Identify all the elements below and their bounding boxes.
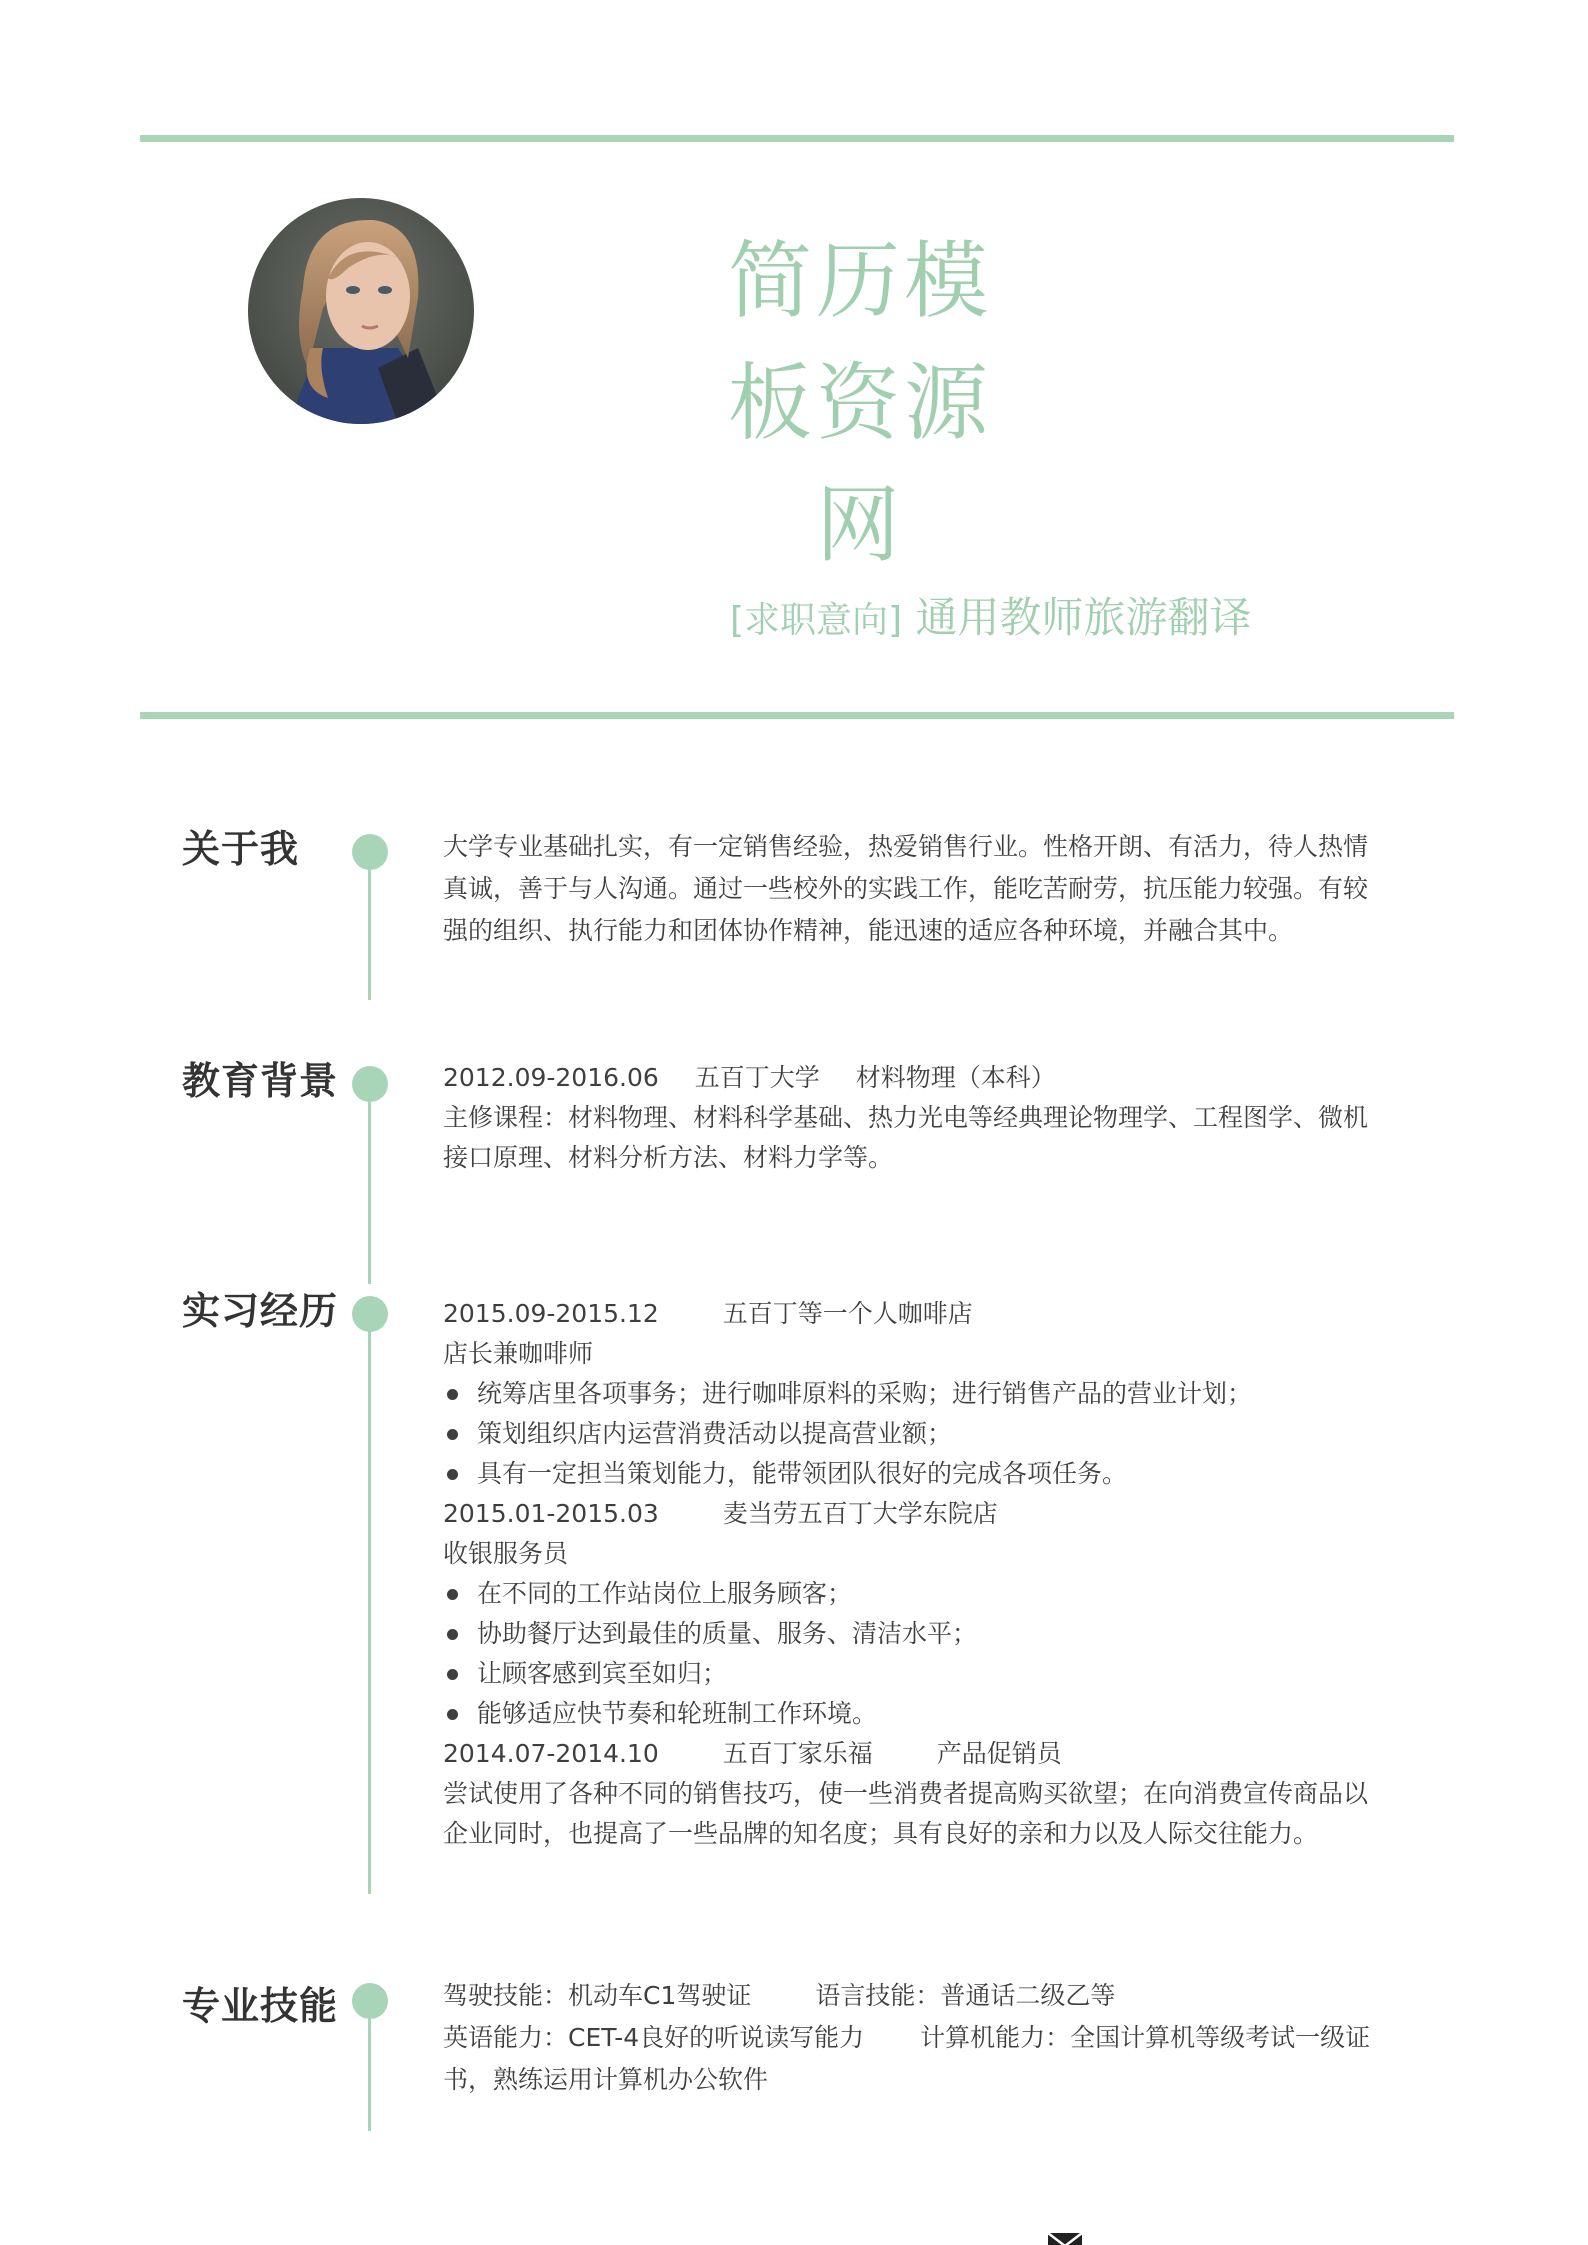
job-role: 产品促销员	[936, 1739, 1062, 1768]
education-major: 材料物理（本科）	[855, 1063, 1056, 1092]
candidate-name	[720, 220, 1000, 586]
skill-language: 语言技能：普通话二级乙等	[815, 1981, 1116, 2010]
section-title-skills: 专业技能	[182, 1984, 339, 2028]
header-bottom-divider	[140, 712, 1454, 719]
mail-icon	[1048, 2233, 1082, 2245]
job-period: 2015.09-2015.12	[443, 1299, 659, 1328]
job-intent	[730, 585, 1251, 645]
timeline-line	[368, 1094, 371, 1284]
education-courses: 主修课程：材料物理、材料科学基础、热力光电等经典理论物理学、工程图学、微机接口原理、材料分析方法、材料力学等。	[443, 1103, 1369, 1172]
job-period: 2014.07-2014.10	[443, 1739, 659, 1768]
job-role: 收银服务员	[443, 1539, 569, 1568]
job-header	[443, 1494, 1388, 1534]
job-bullet: 协助餐厅达到最佳的质量、服务、清洁水平；	[443, 1614, 1388, 1654]
job-period: 2015.01-2015.03	[443, 1499, 659, 1528]
job-company: 五百丁家乐福	[722, 1739, 873, 1768]
section-title-education: 教育背景	[182, 1059, 339, 1103]
timeline-line	[368, 862, 371, 1000]
timeline-line	[368, 1324, 371, 1894]
education-content	[443, 1058, 1388, 1178]
skill-english: 英语能力：CET-4良好的听说读写能力	[443, 2023, 865, 2052]
timeline-line	[368, 2011, 371, 2131]
name-line-2: 板资源	[727, 354, 992, 452]
skill-computer: 计算机能力：全国计算机等级考试一级证书，熟练运用计算机办公软件	[443, 2023, 1371, 2094]
name-line-3: 网	[815, 476, 904, 574]
job-description: 尝试使用了各种不同的销售技巧，使一些消费者提高购买欲望；在向消费宣传商品以企业同时，也提高了一些品牌的知名度；具有良好的亲和力以及人际交往能力。	[443, 1779, 1369, 1848]
skills-content	[443, 1975, 1388, 2101]
skill-driving: 驾驶技能：机动车C1驾驶证	[443, 1981, 752, 2010]
job-bullet: 策划组织店内运营消费活动以提高营业额；	[443, 1414, 1388, 1454]
skills-line-2	[443, 2017, 1388, 2101]
internship-content	[443, 1294, 1388, 1854]
job-company: 五百丁等一个人咖啡店	[722, 1299, 973, 1328]
job-bullet: 在不同的工作站岗位上服务顾客；	[443, 1574, 1388, 1614]
job-header	[443, 1294, 1388, 1334]
skills-line-1	[443, 1975, 1388, 2017]
education-period: 2012.09-2016.06	[443, 1063, 659, 1092]
section-title-about: 关于我	[182, 827, 300, 871]
job-company: 麦当劳五百丁大学东院店	[722, 1499, 998, 1528]
about-paragraph: 大学专业基础扎实，有一定销售经验，热爱销售行业。性格开朗、有活力，待人热情真诚，善于与人沟通。通过一些校外的实践工作，能吃苦耐劳，抗压能力较强。有较强的组织、执行能力和团体协作精神，能迅速的适应各种环境，并融合其中。	[443, 832, 1369, 945]
job-bullet: 统筹店里各项事务；进行咖啡原料的采购；进行销售产品的营业计划；	[443, 1374, 1388, 1414]
job-intent-value: 通用教师旅游翻译	[915, 593, 1252, 642]
about-text	[443, 826, 1388, 952]
job-role: 店长兼咖啡师	[443, 1339, 594, 1368]
section-title-internship: 实习经历	[182, 1289, 339, 1333]
name-line-1: 简历模	[727, 232, 992, 330]
job-bullet: 让顾客感到宾至如归；	[443, 1654, 1388, 1694]
top-divider	[140, 135, 1454, 142]
job-intent-label: [求职意向]	[730, 600, 903, 641]
education-school: 五百丁大学	[694, 1063, 820, 1092]
job-bullet: 能够适应快节奏和轮班制工作环境。	[443, 1694, 1388, 1734]
job-header	[443, 1734, 1388, 1774]
job-bullet: 具有一定担当策划能力，能带领团队很好的完成各项任务。	[443, 1454, 1388, 1494]
profile-photo	[248, 198, 474, 424]
education-header	[443, 1058, 1388, 1098]
